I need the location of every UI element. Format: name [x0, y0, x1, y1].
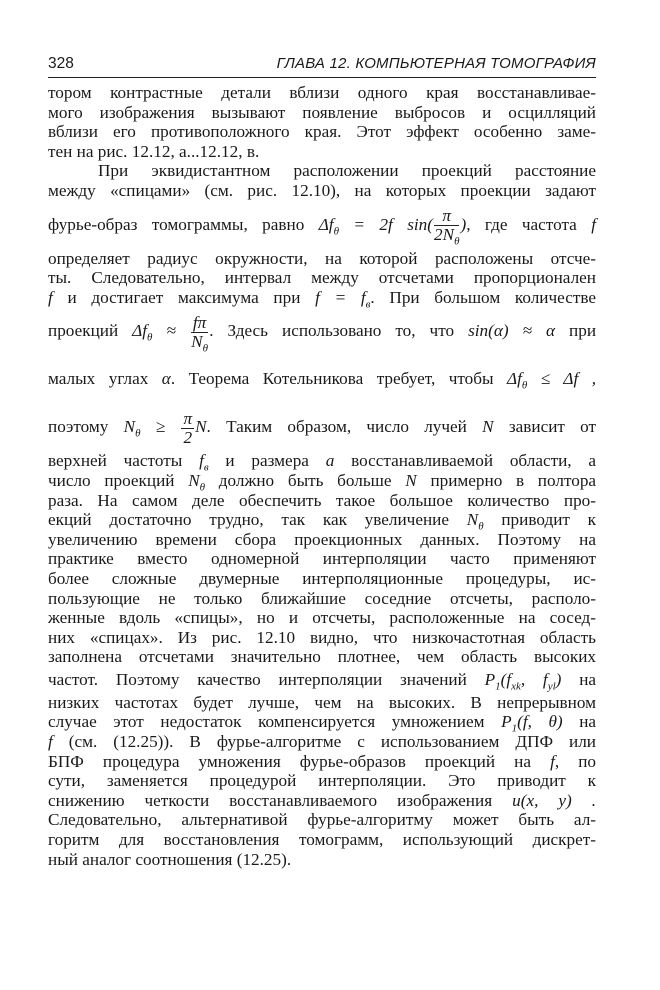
- formula-delta-f-theta: $\Delta f_\theta = 2f$ sin( $\frac{\pi}{2N_\theta}$ ): [318, 206, 467, 248]
- formula-delta-f-approx: $\Delta f_\theta$ ≈ $\frac{f\pi}{N_\theta}$: [132, 312, 208, 355]
- page-body: [48, 83, 596, 869]
- fraction: $\frac{f\pi}{N_\theta}$: [191, 312, 208, 355]
- text-line: увеличению времени сбора проекционных данных. Поэтому на: [48, 529, 596, 549]
- text-line: женные вдоль «спицы», но и отсчеты, расположенные на сосед-: [48, 608, 596, 628]
- text-line: тором контрастные детали вблизи одного края восстанавливае-: [48, 83, 596, 102]
- text-line: пользующие не только ближайшие соседние отсчеты, располо-: [48, 588, 596, 608]
- text-line-with-formula: верхней частоты $f_в$ и размера a восстанавливаемой области, а: [48, 451, 597, 474]
- text-line: горитм для восстановления томограмм, использующий дискрет-: [48, 830, 596, 850]
- paragraph-first-line: При эквидистантном расположении проекций расстояние: [98, 161, 596, 181]
- text-line: более сложные двумерные интерполяционные процедуры, ис-: [48, 568, 596, 588]
- text-line: них «спицах». Из рис. 12.10 видно, что низкочастотная область: [48, 627, 596, 647]
- text-line-with-formula: проекций $\Delta f_\theta$ ≈ $\frac{f\pi}{N_\theta}$ . Здесь использовано то, что sin(α) ≈ α при: [48, 312, 597, 355]
- text-line: вблизи его противоположного края. Этот эффект особенно заме-: [48, 122, 596, 142]
- text-line: практике вместо одномерной интерполяции часто применяют: [48, 549, 596, 569]
- text-line-with-formula: число проекций $N_\theta$ должно быть больше N примерно в полтора: [48, 470, 597, 494]
- text-line-with-formula: частот. Поэтому качество интерполяции значений $P_1(f_{xk}$, $f_{yl}$) на: [48, 669, 597, 693]
- text-line: мого изображения вызывают появление выбросов и осцилляций: [48, 102, 596, 122]
- text-line-with-formula: БПФ процедура умножения фурье-образов проекций на f, по: [48, 751, 597, 771]
- formula-n-theta: $N_\theta$ ≥ $\frac{\pi}{2}$ N: [123, 408, 207, 447]
- text-line-with-formula: f и достигает максимума при $f = f_в$. При большом количестве: [48, 287, 596, 311]
- text-line: Следовательно, альтернативой фурье-алгоритму может быть ал-: [48, 810, 596, 830]
- chapter-title: ГЛАВА 12. КОМПЬЮТЕРНАЯ ТОМОГРАФИЯ: [276, 55, 596, 72]
- text-line-with-formula: снижению четкости восстанавливаемого изображения u(x, y) .: [48, 790, 597, 810]
- text-line-with-formula: малых углах α. Теорема Котельникова требует, чтобы $\Delta f_\theta \le \Delta f$ ,: [48, 369, 597, 392]
- page-header: [48, 53, 596, 78]
- text-line-with-formula: поэтому $N_\theta$ ≥ $\frac{\pi}{2}$ N. Таким образом, число лучей N зависит от: [48, 408, 597, 447]
- fraction: $\frac{\pi}{2}$: [183, 408, 193, 447]
- text-line: заполнена отсчетами значительно плотнее, чем область высоких: [48, 647, 596, 667]
- text-line: между «спицами» (см. рис. 12.10), на которых проекции задают: [48, 180, 596, 200]
- text-line: тен на рис. 12.12, а...12.12, в.: [48, 141, 260, 161]
- text-line: ты. Следовательно, интервал между отсчетами пропорционален: [48, 268, 596, 288]
- text-line: сути, заменяется процедурой интерполяции. Это приводит к: [48, 771, 596, 791]
- text-line: раза. На самом деле обеспечить такое большое количество про-: [48, 490, 596, 510]
- text-line-with-formula: случае этот недостаток компенсируется умножением $P_1(f$, θ) на: [48, 712, 597, 735]
- text-line-with-formula: фурье-образ томограммы, равно $\Delta f_\theta = 2f$ sin( $\frac{\pi}{2N_\theta}$ ), где частота f: [48, 206, 597, 248]
- text-line: ный аналог соотношения (12.25).: [48, 849, 292, 869]
- fraction: $\frac{\pi}{2N_\theta}$: [434, 206, 460, 248]
- text-line: низких частотах будет лучше, чем на высоких. В непрерывном: [48, 692, 596, 712]
- text-line-with-formula: екций достаточно трудно, так как увеличение $N_\theta$ приводит к: [48, 510, 596, 533]
- text-line-with-formula: f (см. (12.25)). В фурье-алгоритме с использованием ДПФ или: [48, 732, 597, 752]
- page-number: 328: [48, 55, 74, 72]
- text-line: определяет радиус окружности, на которой расположены отсче-: [48, 248, 596, 268]
